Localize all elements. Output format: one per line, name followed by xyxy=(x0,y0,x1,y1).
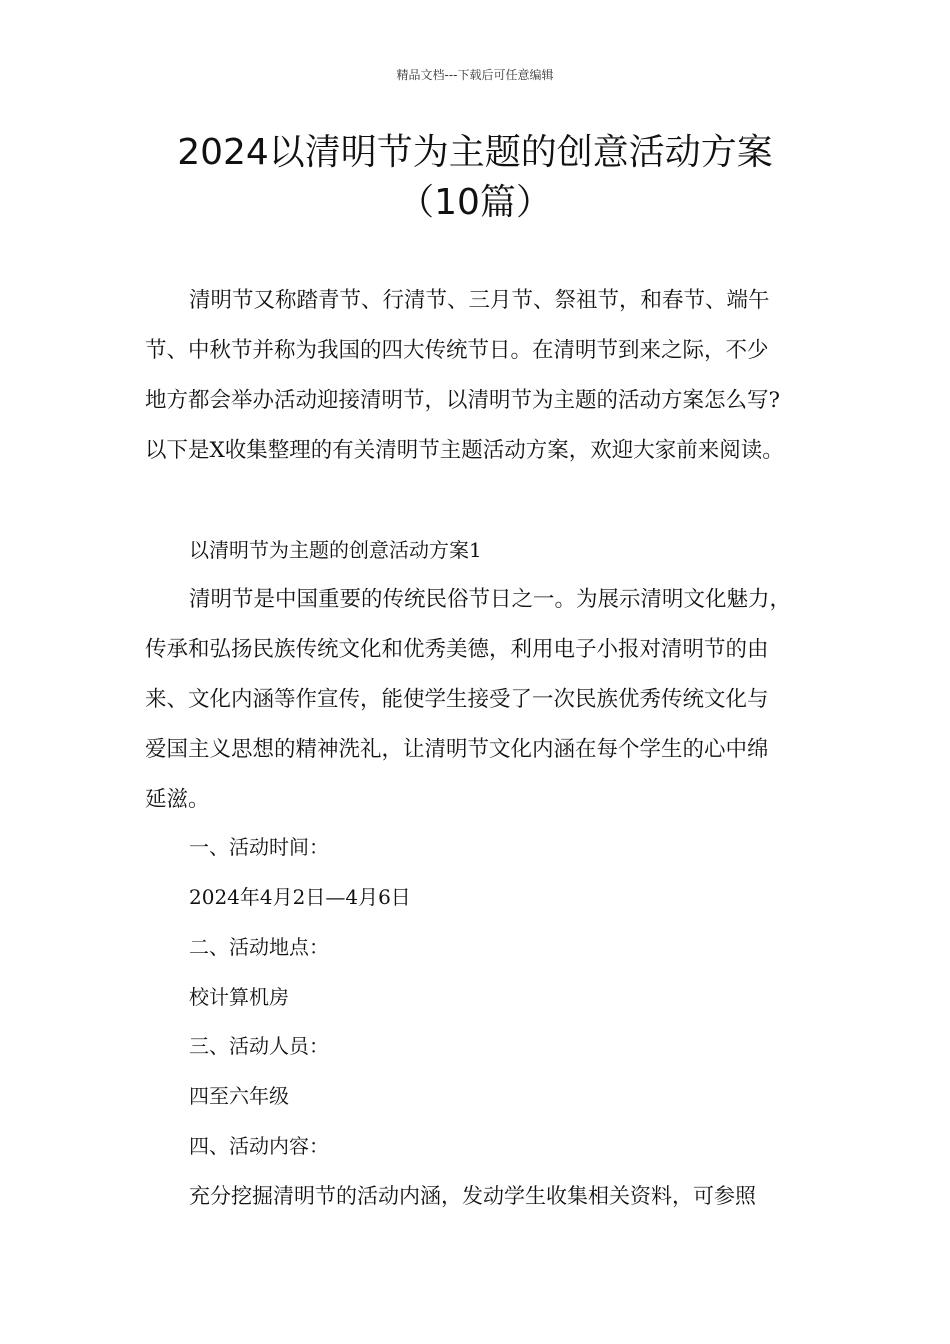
section-paragraph xyxy=(145,575,811,825)
activity-place-label: 二、活动地点： xyxy=(189,935,329,959)
title-line-2: （10篇） xyxy=(398,182,552,223)
section-line: 延滋。 xyxy=(145,787,210,812)
activity-people-value: 四至六年级 xyxy=(189,1084,289,1108)
intro-line: 以下是X收集整理的有关清明节主题活动方案，欢迎大家前来阅读。 xyxy=(145,438,784,463)
intro-line: 地方都会举办活动迎接清明节，以清明节为主题的活动方案怎么写? xyxy=(145,388,781,413)
section-heading: 以清明节为主题的创意活动方案1 xyxy=(189,538,482,562)
section-line: 传承和弘扬民族传统文化和优秀美德，利用电子小报对清明节的由 xyxy=(145,637,769,662)
intro-line: 节、中秋节并称为我国的四大传统节日。在清明节到来之际，不少 xyxy=(145,338,769,363)
document-title xyxy=(60,128,890,228)
title-line-1: 2024以清明节为主题的创意活动方案 xyxy=(177,132,773,173)
activity-people-label: 三、活动人员： xyxy=(189,1034,329,1058)
activity-time-label: 一、活动时间： xyxy=(189,835,329,859)
section-line: 爱国主义思想的精神洗礼，让清明节文化内涵在每个学生的心中绵 xyxy=(145,737,769,762)
page-header-note: 精品文档---下载后可任意编辑 xyxy=(396,68,554,82)
activity-place-value: 校计算机房 xyxy=(189,985,289,1009)
activity-content-label: 四、活动内容： xyxy=(189,1134,329,1158)
activity-time-value: 2024年4月2日—4月6日 xyxy=(189,885,411,909)
activity-content-value: 充分挖掘清明节的活动内涵，发动学生收集相关资料，可参照 xyxy=(189,1184,756,1208)
intro-paragraph xyxy=(145,276,811,476)
section-line: 来、文化内涵等作宣传，能使学生接受了一次民族优秀传统文化与 xyxy=(145,687,769,712)
section-line: 清明节是中国重要的传统民俗节日之一。为展示清明文化魅力， xyxy=(189,587,792,612)
intro-line: 清明节又称踏青节、行清节、三月节、祭祖节，和春节、端午 xyxy=(189,288,770,313)
